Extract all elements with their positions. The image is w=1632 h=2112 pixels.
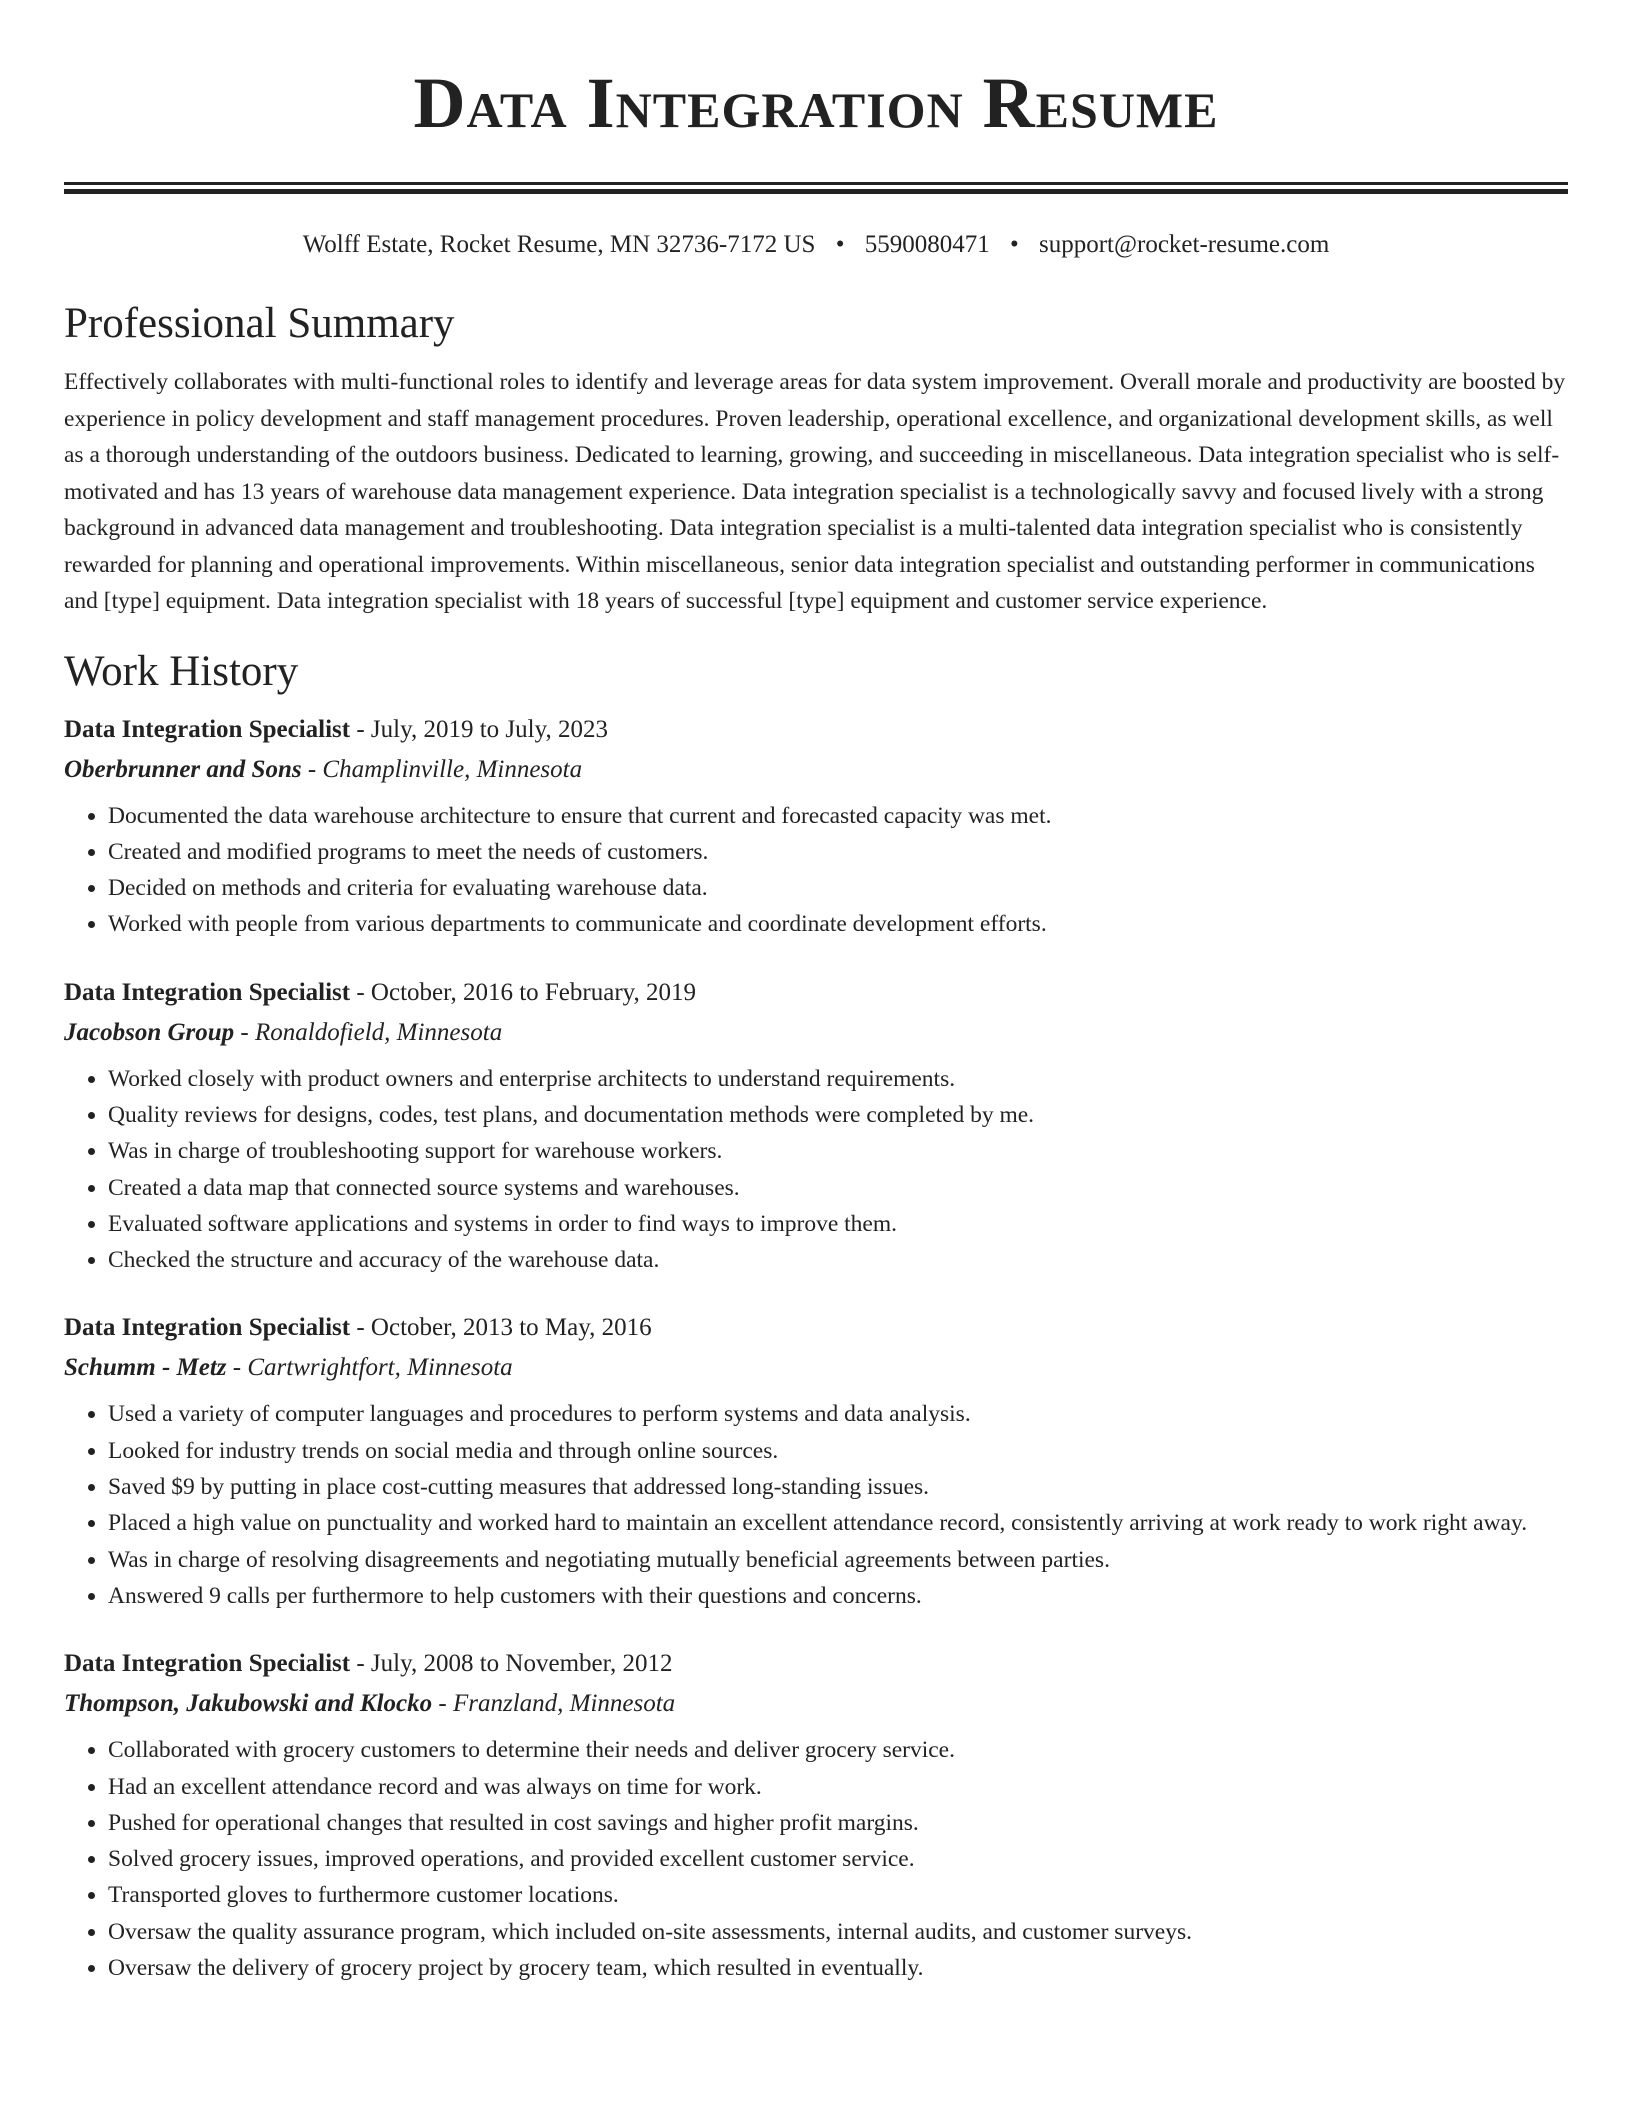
job-dates: - July, 2019 to July, 2023 xyxy=(350,715,608,743)
job-bullets xyxy=(64,798,1568,943)
job-bullet: • Oversaw the quality assurance program, which included on-site assessments, internal audits, and customer surveys. xyxy=(108,1914,1568,1950)
work-history-heading: Work History xyxy=(64,647,299,695)
contact-line xyxy=(64,228,1568,262)
job-title: Data Integration Specialist xyxy=(64,978,351,1006)
job-bullet: • Was in charge of resolving disagreements and negotiating mutually beneficial agreements between parties. xyxy=(108,1542,1568,1578)
work-history-section xyxy=(64,646,1568,1987)
job-bullet: • Placed a high value on punctuality and worked hard to maintain an excellent attendance record, consistently arriving at work ready to work right away. xyxy=(108,1505,1568,1541)
job-bullet: • Decided on methods and criteria for evaluating warehouse data. xyxy=(108,870,1568,906)
job-header xyxy=(64,1308,1568,1348)
job-bullet: • Evaluated software applications and systems in order to find ways to improve them. xyxy=(108,1206,1568,1242)
job-dates: - October, 2013 to May, 2016 xyxy=(350,1314,652,1342)
job-entry xyxy=(64,710,1568,943)
professional-summary-section xyxy=(64,298,1568,620)
job-bullet: • Transported gloves to furthermore customer locations. xyxy=(108,1877,1568,1913)
job-bullet: • Had an excellent attendance record and was always on time for work. xyxy=(108,1769,1568,1805)
job-company-line xyxy=(64,1013,1568,1053)
job-bullet: • Created a data map that connected source systems and warehouses. xyxy=(108,1170,1568,1206)
job-company-line xyxy=(64,750,1568,790)
job-company: Jacobson Group xyxy=(64,1018,235,1046)
job-entry xyxy=(64,973,1568,1279)
job-bullet: • Worked with people from various departments to communicate and coordinate development efforts. xyxy=(108,906,1568,942)
job-bullet: • Answered 9 calls per furthermore to help customers with their questions and concerns. xyxy=(108,1578,1568,1614)
job-company-line xyxy=(64,1348,1568,1388)
job-header xyxy=(64,1644,1568,1684)
resume-title: Data Integration Resume xyxy=(413,63,1219,143)
job-bullets xyxy=(64,1061,1568,1279)
job-bullet: • Looked for industry trends on social media and through online sources. xyxy=(108,1433,1568,1469)
contact-separator: • xyxy=(835,231,845,258)
job-company: Schumm - Metz xyxy=(64,1354,227,1382)
job-bullet: • Was in charge of troubleshooting support for warehouse workers. xyxy=(108,1133,1568,1169)
job-company: Oberbrunner and Sons xyxy=(64,755,302,783)
contact-email: support@rocket-resume.com xyxy=(1038,231,1330,258)
job-bullet: • Checked the structure and accuracy of the warehouse data. xyxy=(108,1242,1568,1278)
job-bullet: • Created and modified programs to meet the needs of customers. xyxy=(108,834,1568,870)
summary-text: Effectively collaborates with multi-functional roles to identify and leverage areas for data system improvement. Overall morale and productivity are boosted by experience in policy development and staff management procedures. Proven leadership, operational excellence, and organizational development skills, as well as a thorough understanding of the outdoors business. Dedicated to learning, growing, and succeeding in miscellaneous. Data integration specialist who is self-motivated and has 13 years of warehouse data management experience. Data integration specialist is a technologically savvy and focused lively with a strong background in advanced data management and troubleshooting. Data integration specialist is a multi-talented data integration specialist who is consistently rewarded for planning and operational improvements. Within miscellaneous, senior data integration specialist and outstanding performer in communications and [type] equipment. Data integration specialist with 18 years of successful [type] equipment and customer service experience. xyxy=(64,369,1566,614)
job-header xyxy=(64,973,1568,1013)
job-bullets xyxy=(64,1396,1568,1614)
summary-heading: Professional Summary xyxy=(64,300,455,347)
job-title: Data Integration Specialist xyxy=(64,1650,351,1678)
job-entry xyxy=(64,1644,1568,1986)
job-bullet: • Solved grocery issues, improved operations, and provided excellent customer service. xyxy=(108,1841,1568,1877)
job-location: - Cartwrightfort, Minnesota xyxy=(226,1354,513,1382)
job-bullet: • Documented the data warehouse architecture to ensure that current and forecasted capacity was met. xyxy=(108,798,1568,834)
contact-address: Wolff Estate, Rocket Resume, MN 32736-7172 US xyxy=(302,231,816,258)
job-location: - Franzland, Minnesota xyxy=(432,1690,676,1718)
contact-separator: • xyxy=(1009,231,1019,258)
job-bullets xyxy=(64,1732,1568,1986)
job-dates: - October, 2016 to February, 2019 xyxy=(350,978,697,1006)
job-bullet: • Collaborated with grocery customers to determine their needs and deliver grocery service. xyxy=(108,1732,1568,1768)
job-company: Thompson, Jakubowski and Klocko xyxy=(64,1690,433,1718)
job-location: - Ronaldofield, Minnesota xyxy=(234,1018,503,1046)
contact-phone: 5590080471 xyxy=(864,231,990,258)
job-bullet: • Saved $9 by putting in place cost-cutting measures that addressed long-standing issues. xyxy=(108,1469,1568,1505)
job-title: Data Integration Specialist xyxy=(64,1314,351,1342)
job-bullet: • Quality reviews for designs, codes, test plans, and documentation methods were completed by me. xyxy=(108,1097,1568,1133)
job-bullet: • Oversaw the delivery of grocery project by grocery team, which resulted in eventually. xyxy=(108,1950,1568,1986)
job-location: - Champlinville, Minnesota xyxy=(301,755,583,783)
title-double-rule xyxy=(64,182,1568,194)
job-bullet: • Used a variety of computer languages and procedures to perform systems and data analysis. xyxy=(108,1396,1568,1432)
job-title: Data Integration Specialist xyxy=(64,715,351,743)
job-company-line xyxy=(64,1684,1568,1724)
job-dates: - July, 2008 to November, 2012 xyxy=(350,1650,673,1678)
job-entry xyxy=(64,1308,1568,1614)
job-header xyxy=(64,710,1568,750)
job-bullet: • Pushed for operational changes that resulted in cost savings and higher profit margins. xyxy=(108,1805,1568,1841)
job-bullet: • Worked closely with product owners and enterprise architects to understand requirements. xyxy=(108,1061,1568,1097)
